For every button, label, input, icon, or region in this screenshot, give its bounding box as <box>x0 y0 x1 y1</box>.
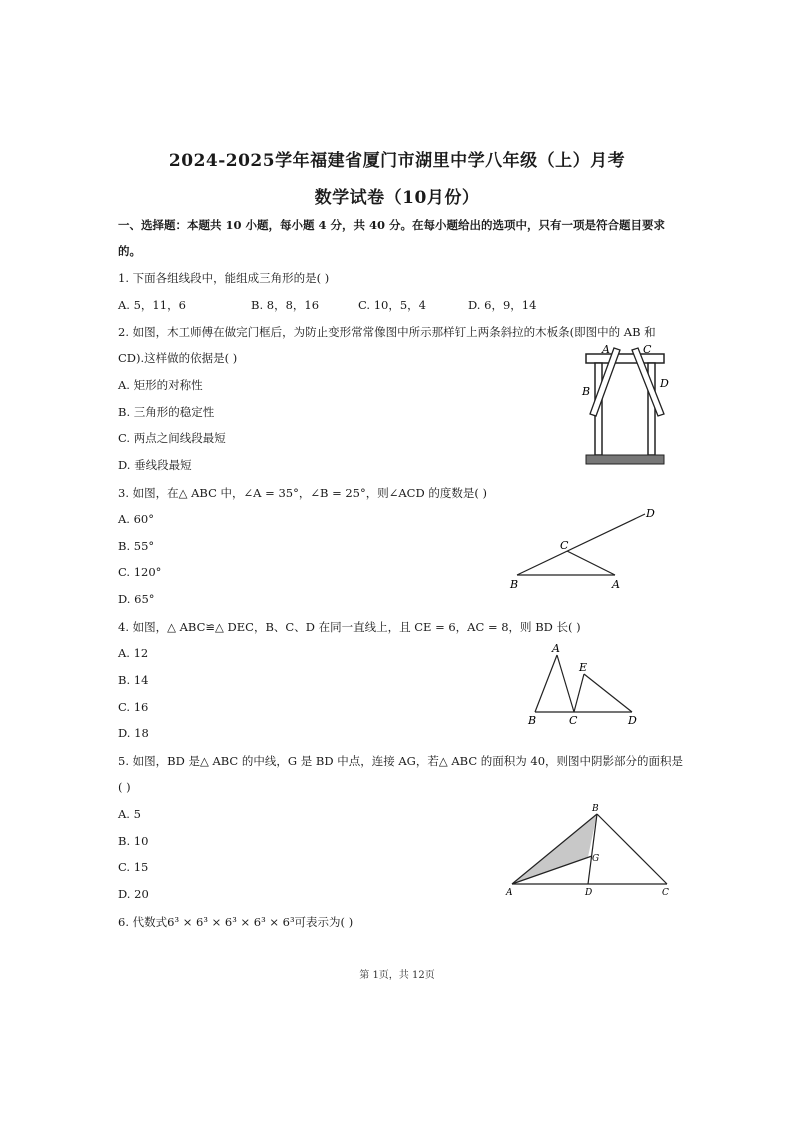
segment-ce <box>574 674 584 712</box>
q1-stem: 1. 下面各组线段中，能组成三角形的是( ) <box>118 271 330 285</box>
median-triangle-figure <box>502 800 682 900</box>
segment-ca <box>567 551 615 575</box>
door-base <box>586 455 664 464</box>
q3-option-d: D. 65° <box>118 592 155 606</box>
q1-option-b: B. 8，8，16 <box>251 298 320 312</box>
q3-stem: 3. 如图，在△ ABC 中，∠A = 35°，∠B = 25°，则∠ACD 的度数是( ) <box>118 486 487 500</box>
label-a: A <box>602 343 610 356</box>
label-c: C <box>560 539 569 552</box>
triangle-acd-figure <box>505 500 665 595</box>
q2-option-d: D. 垂线段最短 <box>118 458 192 472</box>
q1-option-a: A. 5，11，6 <box>118 298 186 312</box>
label-a: A <box>506 888 513 898</box>
q2-option-b: B. 三角形的稳定性 <box>118 405 215 419</box>
segment-bc <box>597 814 667 884</box>
segment-ba <box>535 655 557 712</box>
q3-option-c: C. 120° <box>118 565 162 579</box>
label-b: B <box>510 578 519 591</box>
section-heading-line2: 的。 <box>118 244 141 258</box>
section-heading-line1: 一、选择题：本题共 10 小题，每小题 4 分，共 40 分。在每小题给出的选项中，只有一项是符合题目要求 <box>118 218 666 232</box>
label-b: B <box>592 804 599 814</box>
q3-option-b: B. 55° <box>118 539 155 553</box>
label-d: D <box>660 377 669 390</box>
label-b: B <box>528 714 537 727</box>
q5-option-d: D. 20 <box>118 887 149 901</box>
label-a: A <box>612 578 620 591</box>
q2-option-c: C. 两点之间线段最短 <box>118 431 226 445</box>
q5-stem-line1: 5. 如图，BD 是△ ABC 的中线，G 是 BD 中点，连接 AG，若△ ABC 的面积为 40，则图中阴影部分的面积是 <box>118 754 684 768</box>
q5-option-b: B. 10 <box>118 834 149 848</box>
q2-stem-line2: CD).这样做的依据是( ) <box>118 351 238 365</box>
q6-stem: 6. 代数式6³ × 6³ × 6³ × 6³ × 6³可表示为( ) <box>118 915 354 929</box>
door-top-beam <box>586 354 664 363</box>
label-g: G <box>592 854 600 864</box>
q4-option-c: C. 16 <box>118 700 149 714</box>
q4-option-d: D. 18 <box>118 726 149 740</box>
congruent-triangles-figure <box>520 638 645 728</box>
door-frame-figure <box>580 340 670 470</box>
segment-ed <box>584 674 632 712</box>
q1-option-d: D. 6，9，14 <box>468 298 537 312</box>
segment-ac <box>557 655 574 712</box>
page-footer: 第 1页，共 12页 <box>359 970 435 981</box>
q3-option-a: A. 60° <box>118 512 154 526</box>
label-b: B <box>582 385 591 398</box>
q2-option-a: A. 矩形的对称性 <box>118 378 203 392</box>
q5-option-a: A. 5 <box>118 807 141 821</box>
label-c: C <box>569 714 578 727</box>
q5-stem-line2: ( ) <box>118 780 131 794</box>
segment-bd <box>517 514 645 575</box>
q5-option-c: C. 15 <box>118 860 149 874</box>
q4-option-b: B. 14 <box>118 673 149 687</box>
exam-title-line2: 数学试卷（10月份） <box>314 188 480 208</box>
label-d: D <box>646 507 655 520</box>
label-d: D <box>628 714 637 727</box>
label-a: A <box>552 642 560 655</box>
label-d: D <box>585 888 593 898</box>
label-e: E <box>579 661 588 674</box>
exam-title-line1: 2024-2025学年福建省厦门市湖里中学八年级（上）月考 <box>168 151 626 171</box>
q1-option-c: C. 10，5，4 <box>358 298 426 312</box>
label-c: C <box>662 888 669 898</box>
q2-stem-line1: 2. 如图，木工师傅在做完门框后，为防止变形常常像图中所示那样钉上两条斜拉的木板条(即图中的 AB 和 <box>118 325 656 339</box>
q4-option-a: A. 12 <box>118 646 149 660</box>
q4-stem: 4. 如图，△ ABC≌△ DEC，B、C、D 在同一直线上，且 CE = 6，AC = 8，则 BD 长( ) <box>118 620 581 634</box>
label-c: C <box>643 343 652 356</box>
